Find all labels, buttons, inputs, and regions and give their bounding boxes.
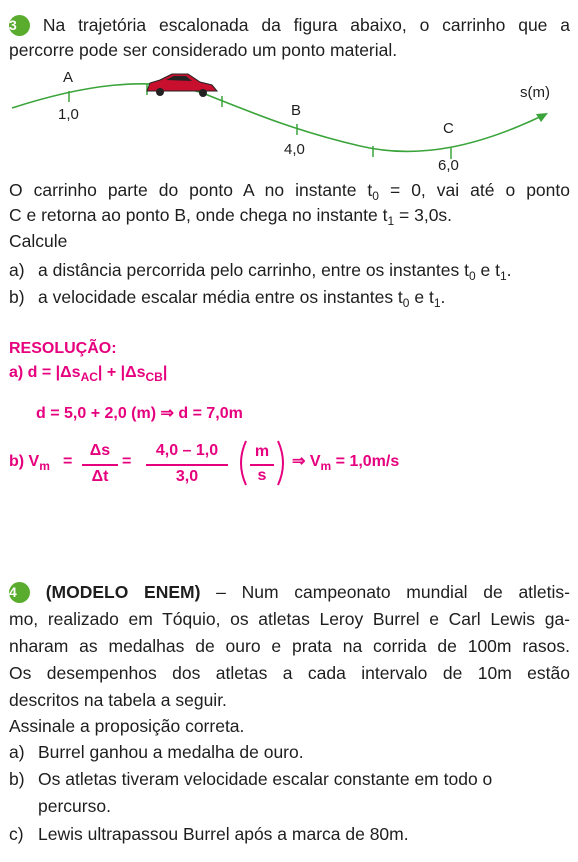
- resolution-a-line1: a) $d = |\Delta s_{AC}| + |\Delta s_{CB}|$: [9, 364, 168, 384]
- frac1-den: Δt: [91, 468, 109, 485]
- q4-number-badge: 4: [9, 582, 30, 603]
- trajectory-curve: [12, 84, 546, 152]
- q4-option-b-cont: percurso.: [38, 796, 111, 816]
- q4-option-b-letter: b): [9, 769, 25, 789]
- resolution-b-result: ⇒ $V_m = 1,0m/s$: [292, 453, 400, 473]
- q3-item-b: a velocidade escalar média entre os instantes $t_0$ e $t_1$.: [38, 287, 446, 310]
- value-c: 6,0: [438, 157, 459, 174]
- q4-line3: nharam as medalhas de ouro e prata na corrida de 100m rasos.: [9, 636, 570, 656]
- resolution-b-prefix: b) $V_m$: [9, 453, 50, 473]
- axis-label: s(m): [520, 84, 550, 101]
- resolution-title: RESOLUÇÃO:: [9, 340, 117, 357]
- q4-line1: 4 (MODELO ENEM) – Num campeonato mundial de atletis-: [9, 582, 570, 602]
- value-b: 4,0: [284, 141, 305, 158]
- q4-line4: Os desempenhos dos atletas a cada intervalo de 10m estão: [9, 663, 570, 683]
- q3-number-badge: 3: [9, 15, 30, 36]
- q3-intro-line1: 3 Na trajetória escalonada da figura abaixo, o carrinho que a: [9, 15, 570, 35]
- unit-den: s: [257, 467, 267, 484]
- frac1-num: Δs: [89, 442, 111, 459]
- frac2-bar: [146, 464, 228, 466]
- value-a: 1,0: [58, 106, 79, 123]
- frac1-bar: [82, 464, 118, 466]
- label-b: B: [291, 102, 302, 119]
- eq-sign-1: =: [63, 453, 73, 470]
- unit-num: m: [254, 443, 270, 460]
- q4-option-c-letter: c): [9, 824, 24, 844]
- q3-paragraph-line1: O carrinho parte do ponto A no instante $t_0 = 0$, vai até o ponto: [9, 180, 570, 203]
- resolution-a-line2: d = 5,0 + 2,0 (m) ⇒ d = 7,0m: [36, 405, 243, 422]
- eq-sign-2: =: [122, 453, 132, 470]
- q4-option-a-letter: a): [9, 742, 25, 762]
- q3-item-b-letter: b): [9, 287, 25, 307]
- q4-line6: Assinale a proposição correta.: [9, 716, 245, 736]
- q3-paragraph-line3: Calcule: [9, 231, 68, 251]
- q3-intro-line2: percorre pode ser considerado um ponto material.: [9, 40, 398, 60]
- car-icon: [147, 74, 217, 97]
- frac2-den: 3,0: [175, 468, 199, 485]
- frac2-num: 4,0 – 1,0: [155, 442, 219, 459]
- q3-item-a-letter: a): [9, 260, 25, 280]
- q3-item-a: a distância percorrida pelo carrinho, entre os instantes $t_0$ e $t_1$.: [38, 260, 512, 283]
- q4-heading: (MODELO ENEM): [45, 582, 201, 602]
- trajectory-figure: [0, 64, 578, 179]
- q3-paragraph-line2: C e retorna ao ponto B, onde chega no instante $t_1 = 3,0s$.: [9, 205, 453, 228]
- label-a: A: [63, 69, 74, 86]
- q4-option-b: Os atletas tiveram velocidade escalar constante em todo o: [38, 769, 493, 789]
- q4-option-c: Lewis ultrapassou Burrel após a marca de 80m.: [38, 824, 409, 844]
- unit-bar: [250, 464, 274, 466]
- q4-line2: mo, realizado em Tóquio, os atletas Leroy Burrel e Carl Lewis ga-: [9, 609, 570, 629]
- label-c: C: [443, 120, 454, 137]
- q4-option-a: Burrel ganhou a medalha de ouro.: [38, 742, 304, 762]
- q4-line5: descritos na tabela a seguir.: [9, 690, 227, 710]
